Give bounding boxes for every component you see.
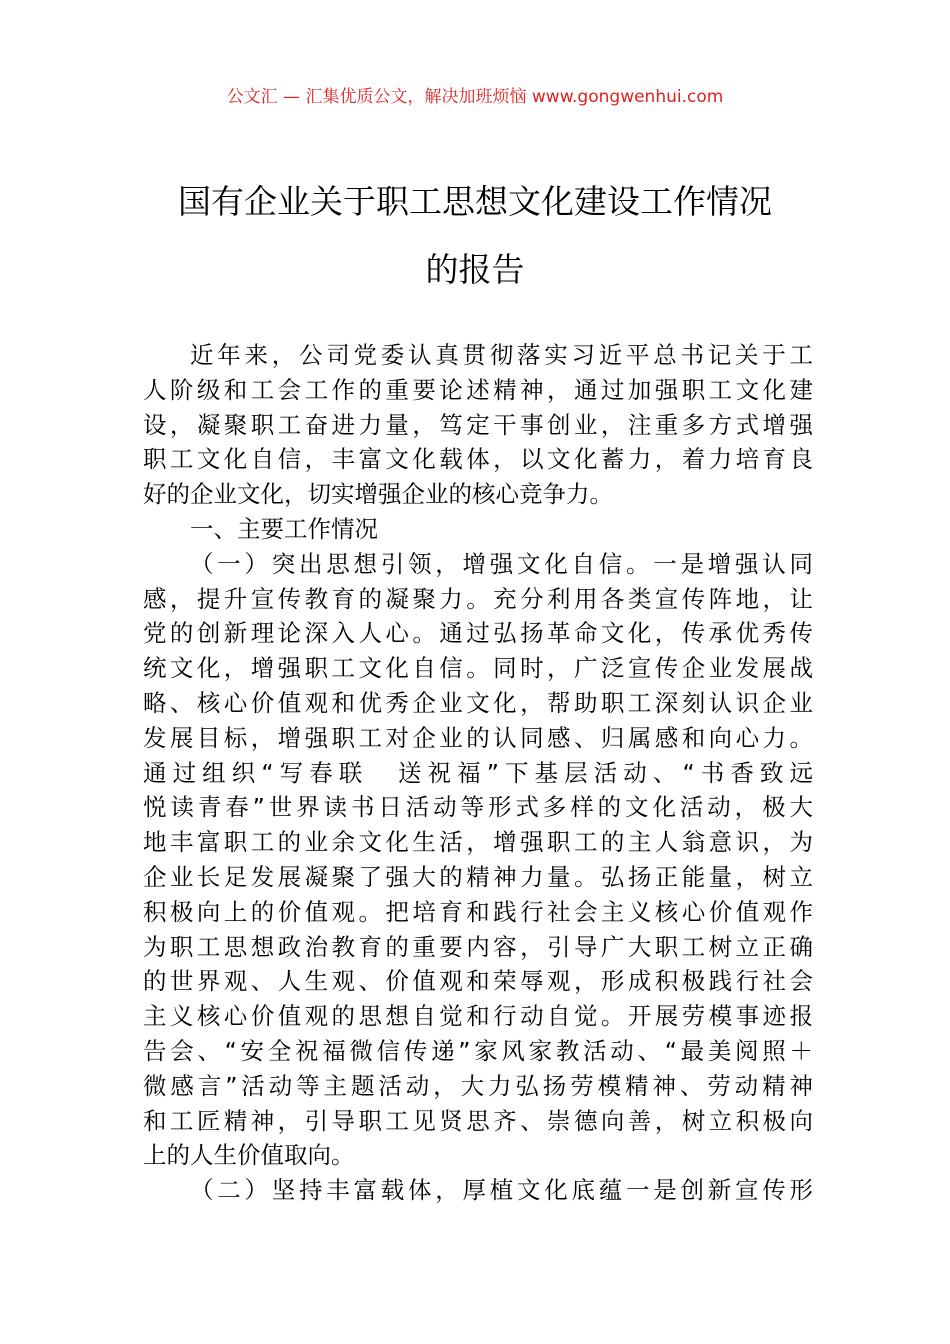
paragraph-line: 上的人生价值取向。 <box>143 1141 355 1170</box>
document-title-line-1: 国有企业关于职工思想文化建设工作情况 <box>178 182 772 221</box>
document-body <box>143 338 813 1208</box>
paragraph-line: 微感言”活动等主题活动，大力弘扬劳模精神、劳动精神 <box>143 1071 813 1100</box>
paragraph-line: 告会、“安全祝福微信传递”家风家教活动、“最美阅照＋ <box>143 1036 813 1065</box>
paragraph-line: （二）坚持丰富载体，厚植文化底蕴一是创新宣传形 <box>190 1176 813 1205</box>
paragraph-line: 的世界观、人生观、价值观和荣辱观，形成积极践行社会 <box>143 967 813 996</box>
header-banner: 公文汇 — 汇集优质公文，解决加班烦恼 www.gongwenhui.com <box>226 87 724 107</box>
paragraph-line: 职工文化自信，丰富文化载体，以文化蓄力，着力培育良 <box>143 445 813 474</box>
paragraph-line: 地丰富职工的业余文化生活，增强职工的主人翁意识，为 <box>143 828 813 857</box>
paragraph-line: 党的创新理论深入人心。通过弘扬革命文化，传承优秀传 <box>143 619 813 648</box>
paragraph-line: 企业长足发展凝聚了强大的精神力量。弘扬正能量，树立 <box>143 862 813 891</box>
paragraph-line: 悦读青春”世界读书日活动等形式多样的文化活动，极大 <box>143 793 813 822</box>
paragraph-line: 统文化，增强职工文化自信。同时，广泛宣传企业发展战 <box>143 654 813 683</box>
paragraph-line: 和工匠精神，引导职工见贤思齐、崇德向善，树立积极向 <box>143 1106 813 1135</box>
paragraph-line: 通过组织“写春联 送祝福”下基层活动、“书香致远 <box>143 758 813 787</box>
paragraph-line: 主义核心价值观的思想自觉和行动自觉。开展劳模事迹报 <box>143 1002 813 1031</box>
paragraph-line: 为职工思想政治教育的重要内容，引导广大职工树立正确 <box>143 932 813 961</box>
paragraph-line: 近年来，公司党委认真贯彻落实习近平总书记关于工 <box>190 341 813 369</box>
document-title-line-2: 的报告 <box>425 250 525 289</box>
paragraph-line: 好的企业文化，切实增强企业的核心竞争力。 <box>143 480 613 509</box>
paragraph-line: 发展目标，增强职工对企业的认同感、归属感和向心力。 <box>143 723 813 752</box>
section-heading: 一、主要工作情况 <box>190 514 378 543</box>
paragraph-line: 略、核心价值观和优秀企业文化，帮助职工深刻认识企业 <box>143 688 813 717</box>
paragraph-line: 积极向上的价值观。把培育和践行社会主义核心价值观作 <box>143 897 813 926</box>
paragraph-line: 设，凝聚职工奋进力量，笃定干事创业，注重多方式增强 <box>143 410 813 439</box>
paragraph-line: 人阶级和工会工作的重要论述精神，通过加强职工文化建 <box>143 375 813 404</box>
paragraph-line: （一）突出思想引领，增强文化自信。一是增强认同 <box>190 549 813 578</box>
paragraph-line: 感，提升宣传教育的凝聚力。充分利用各类宣传阵地，让 <box>143 584 813 613</box>
